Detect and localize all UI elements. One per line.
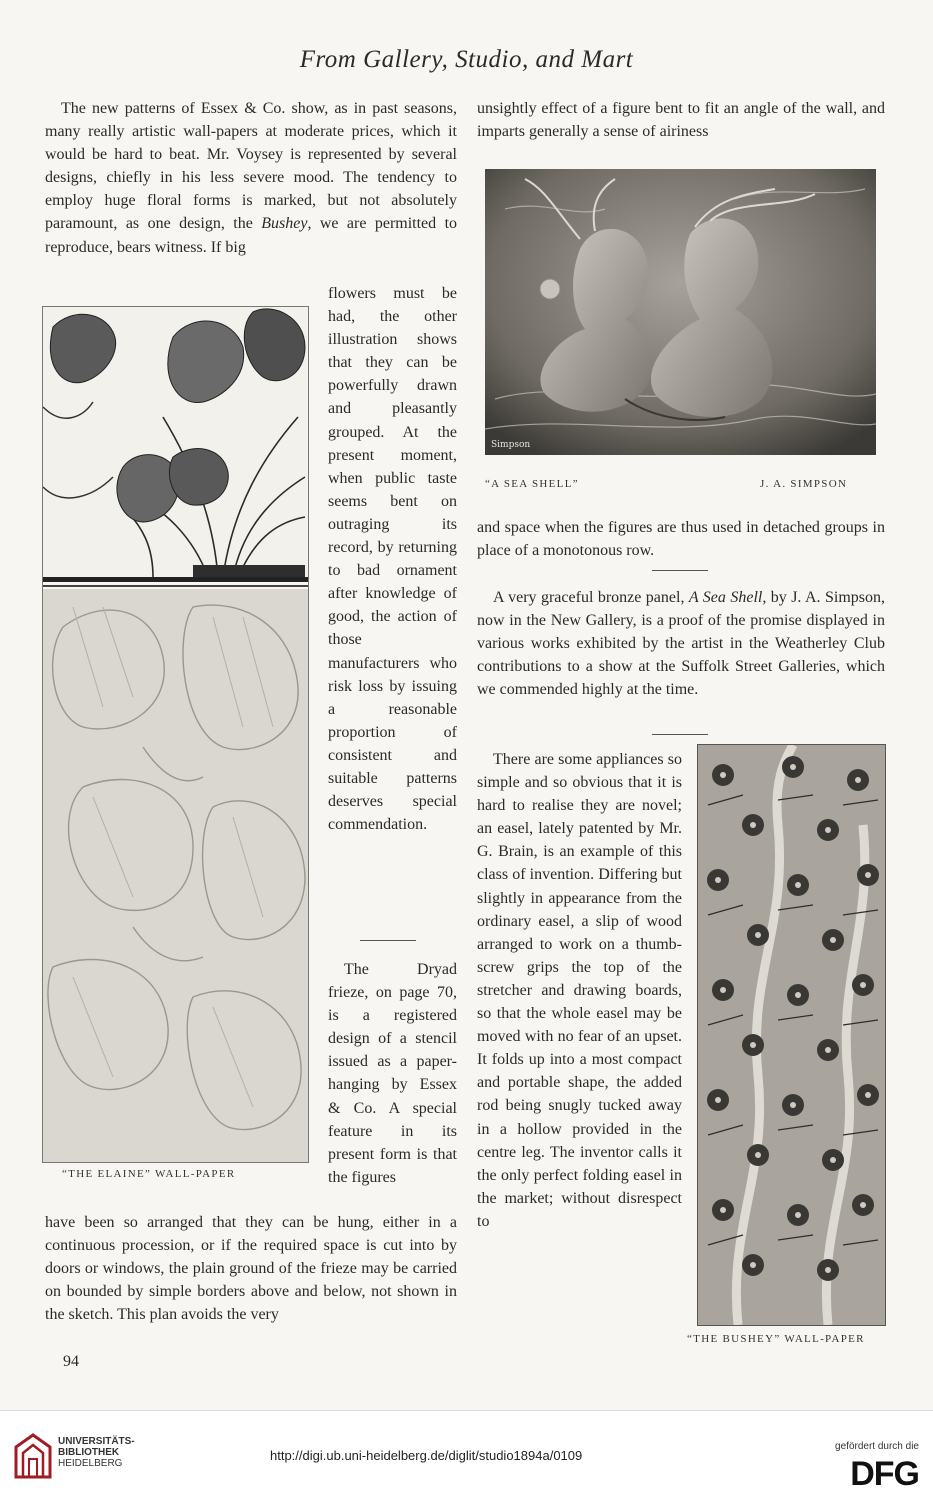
right-paragraph-4 [477,748,682,1233]
para2-full-text: have been so arranged that they can be hung, either in a continuous procession, or if the required space is cut into by doors or windows, the plain ground of the frieze may be carried on bounded by simple borders above and below, not shown in the sketch. This plan avoids the very [45,1214,457,1324]
left-narrow-paragraph-1 [328,282,457,836]
sea-shell-caption-title: “A SEA SHELL” [485,478,579,490]
right-paragraph-3 [477,586,885,701]
bushey-wallpaper-image [698,745,885,1325]
left-paragraph-1 [45,97,457,259]
bushey-caption: “THE BUSHEY” WALL-PAPER [687,1333,865,1345]
right-para4-text: There are some appliances so simple and so obvious that it is hard to realise they are novel; an easel, lately patented by Mr. G. Brain, is an example of this class of invention. Differing but slightly in appearance from the ordinary easel, a slip of wood arranged to work on a thumb-screw grips the top of the stretcher and drawing boards, so that the whole easel may be moved with no fear of an upset. It folds up into a most compact and portable shape, the added rod being snugly tucked away in a hollow provided in the centre leg. The inventor calls it the only perfect folding easel in the market; without disrespect to [477,751,682,1230]
para1-text: The new patterns of Essex & Co. show, as in past seasons, many really artistic wall-papers at moderate prices, which it would be hard to beat. Mr. Voysey is represented by several designs, chiefly in his less severe mood. The tendency to employ huge floral forms is marked, but not absolutely paramount, as one design, the [45,100,457,233]
bushey-title: Bushey [261,215,308,233]
elaine-wallpaper-image [43,307,308,1162]
bushey-wallpaper-figure [697,744,886,1326]
para2-narrow-text: The Dryad frieze, on page 70, is a registered design of a stencil issued as a paper-hanging by Essex & Co. A special feature in its present form is that the figures [328,961,457,1186]
funding-note: gefördert durch die [835,1441,919,1452]
running-header: From Gallery, Studio, and Mart [299,46,634,73]
sea-shell-caption-artist: J. A. SIMPSON [760,478,848,490]
elaine-wallpaper-figure [42,306,309,1163]
left-narrow-paragraph-2 [328,958,457,1189]
section-rule-right-2 [652,734,708,735]
sea-shell-figure [485,169,876,455]
section-rule-left [360,940,416,941]
library-name-line-3: HEIDELBERG [58,1458,123,1469]
source-url-link[interactable]: http://digi.ub.uni-heidelberg.de/diglit/studio1894a/0109 [270,1448,583,1463]
para3-rest: , by J. A. Simpson, now in the New Gallery, is a proof of the promise displayed in various works exhibited by the artist in the Weatherley Club contributions to a show at the Suffolk Street Galleries, which we commended highly at the time. [477,589,885,699]
para1-narrow-text: flowers must be had, the other illustration shows that they can be powerfully drawn and pleasantly grouped. At the present moment, when public taste seems bent on outraging its record, by returning to bad ornament after knowledge of good, the action of those manufacturers who risk loss by issuing a reasonable proportion of consistent and suitable patterns deserves special commendation. [328,285,457,834]
right-para2-text: and space when the figures are thus used in detached groups in place of a monotonous row. [477,519,885,560]
section-rule-right-1 [652,570,708,571]
elaine-caption: “THE ELAINE” WALL-PAPER [62,1168,236,1180]
right-paragraph-2 [477,516,885,562]
sea-shell-title: A Sea Shell [688,589,763,606]
right-paragraph-top [477,97,885,143]
library-name-line-1: UNIVERSITÄTS- [58,1436,135,1447]
university-seal-icon [14,1433,52,1479]
page-number: 94 [63,1353,79,1370]
library-name-line-2: BIBLIOTHEK [58,1447,120,1458]
dfg-logo: DFG [850,1455,919,1493]
left-paragraph-2 [45,1211,457,1326]
para1-tail: , we are permitted to reproduce, bears witness. If big [45,215,458,256]
library-name [58,1436,135,1469]
right-top-text: unsightly effect of a figure bent to fit an angle of the wall, and imparts generally a sense of airiness [477,100,885,141]
sea-shell-signature: Simpson [491,440,531,450]
para3-lead: A very graceful bronze panel, [493,589,685,606]
sea-shell-image [485,169,876,455]
viewer-footer [0,1410,933,1500]
